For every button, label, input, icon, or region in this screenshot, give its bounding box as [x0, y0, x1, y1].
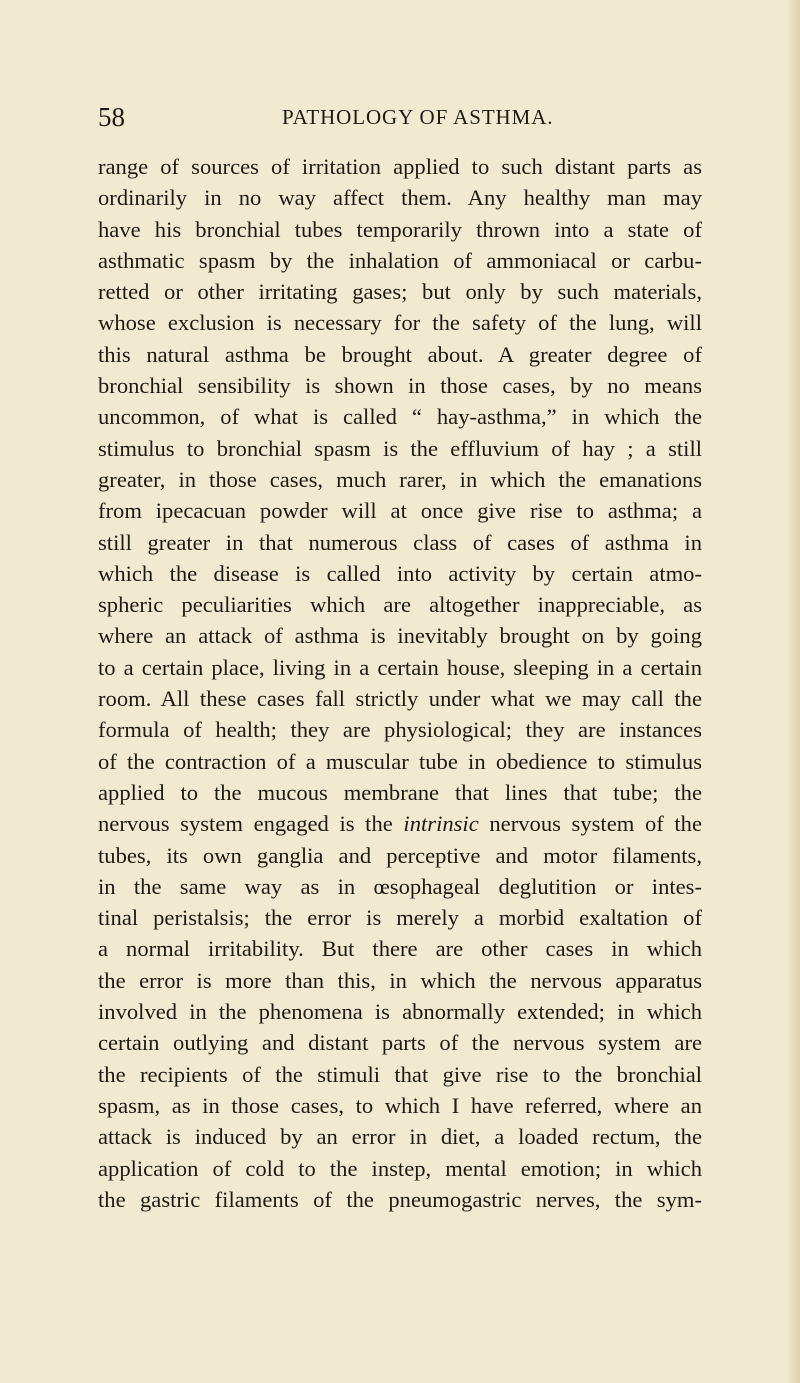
text-line: the recipients of the stimuli that give rise to the bronchial: [98, 1061, 702, 1087]
text-line: to a certain place, living in a certain house, sleeping in a certain: [98, 654, 702, 680]
text-line: room. All these cases fall strictly under what we may call the: [98, 686, 702, 712]
text-line: where an attack of asthma is inevitably brought on by going: [98, 623, 702, 649]
text-line: stimulus to bronchial spasm is the effluvium of hay ; a still: [98, 435, 702, 461]
text-line: asthmatic spasm by the inhalation of ammoniacal or carbu-: [98, 247, 702, 273]
text-line: applied to the mucous membrane that lines that tube; the: [98, 779, 702, 805]
text-line: attack is induced by an error in diet, a loaded rectum, the: [98, 1124, 702, 1150]
text-line: certain outlying and distant parts of the nervous system are: [98, 1030, 702, 1056]
text-line: spheric peculiarities which are altogether inappreciable, as: [98, 592, 702, 618]
text-line: range of sources of irritation applied to such distant parts as: [98, 154, 702, 179]
page-number: 58: [98, 102, 125, 132]
text-line: the error is more than this, in which the nervous apparatus: [98, 967, 702, 993]
page-header: [0, 97, 800, 137]
text-line: which the disease is called into activity by certain atmo-: [98, 560, 702, 586]
text-line: still greater in that numerous class of cases of asthma in: [98, 529, 702, 555]
text-line: in the same way as in œsophageal deglutition or intes-: [98, 873, 702, 899]
text-line: involved in the phenomena is abnormally extended; in which: [98, 999, 702, 1025]
text-line: a normal irritability. But there are other cases in which: [98, 936, 702, 962]
text-line: bronchial sensibility is shown in those cases, by no means: [98, 373, 702, 399]
text-line: tubes, its own ganglia and perceptive and motor filaments,: [98, 842, 702, 868]
page-edge-shadow: [786, 0, 800, 1383]
text-segment: nervous system of the: [478, 811, 703, 837]
text-line: whose exclusion is necessary for the safety of the lung, will: [98, 310, 702, 336]
text-line: of the contraction of a muscular tube in obedience to stimulus: [98, 748, 702, 774]
text-line: the gastric filaments of the pneumogastric nerves, the sym-: [98, 1186, 702, 1212]
text-line: formula of health; they are physiological; they are instances: [98, 717, 702, 743]
text-line: retted or other irritating gases; but only by such materials,: [98, 279, 702, 305]
text-line: greater, in those cases, much rarer, in which the emanations: [98, 466, 702, 492]
running-head: PATHOLOGY OF ASTHMA.: [282, 105, 554, 129]
text-line: uncommon, of what is called “ hay-asthma,” in which the: [98, 404, 702, 430]
text-line: from ipecacuan powder will at once give rise to asthma; a: [98, 498, 702, 524]
text-line: have his bronchial tubes temporarily thrown into a state of: [98, 216, 702, 242]
text-line: ordinarily in no way affect them. Any healthy man may: [98, 185, 702, 211]
text-line: tinal peristalsis; the error is merely a morbid exaltation of: [98, 905, 702, 931]
text-segment: nervous system engaged is the: [98, 811, 404, 837]
text-line: spasm, as in those cases, to which I have referred, where an: [98, 1092, 702, 1118]
text-line: this natural asthma be brought about. A greater degree of: [98, 341, 702, 367]
text-line-with-italic: [98, 808, 702, 839]
italic-word: intrinsic: [403, 811, 479, 837]
body-text: [98, 151, 702, 1215]
text-line: application of cold to the instep, mental emotion; in which: [98, 1155, 702, 1181]
